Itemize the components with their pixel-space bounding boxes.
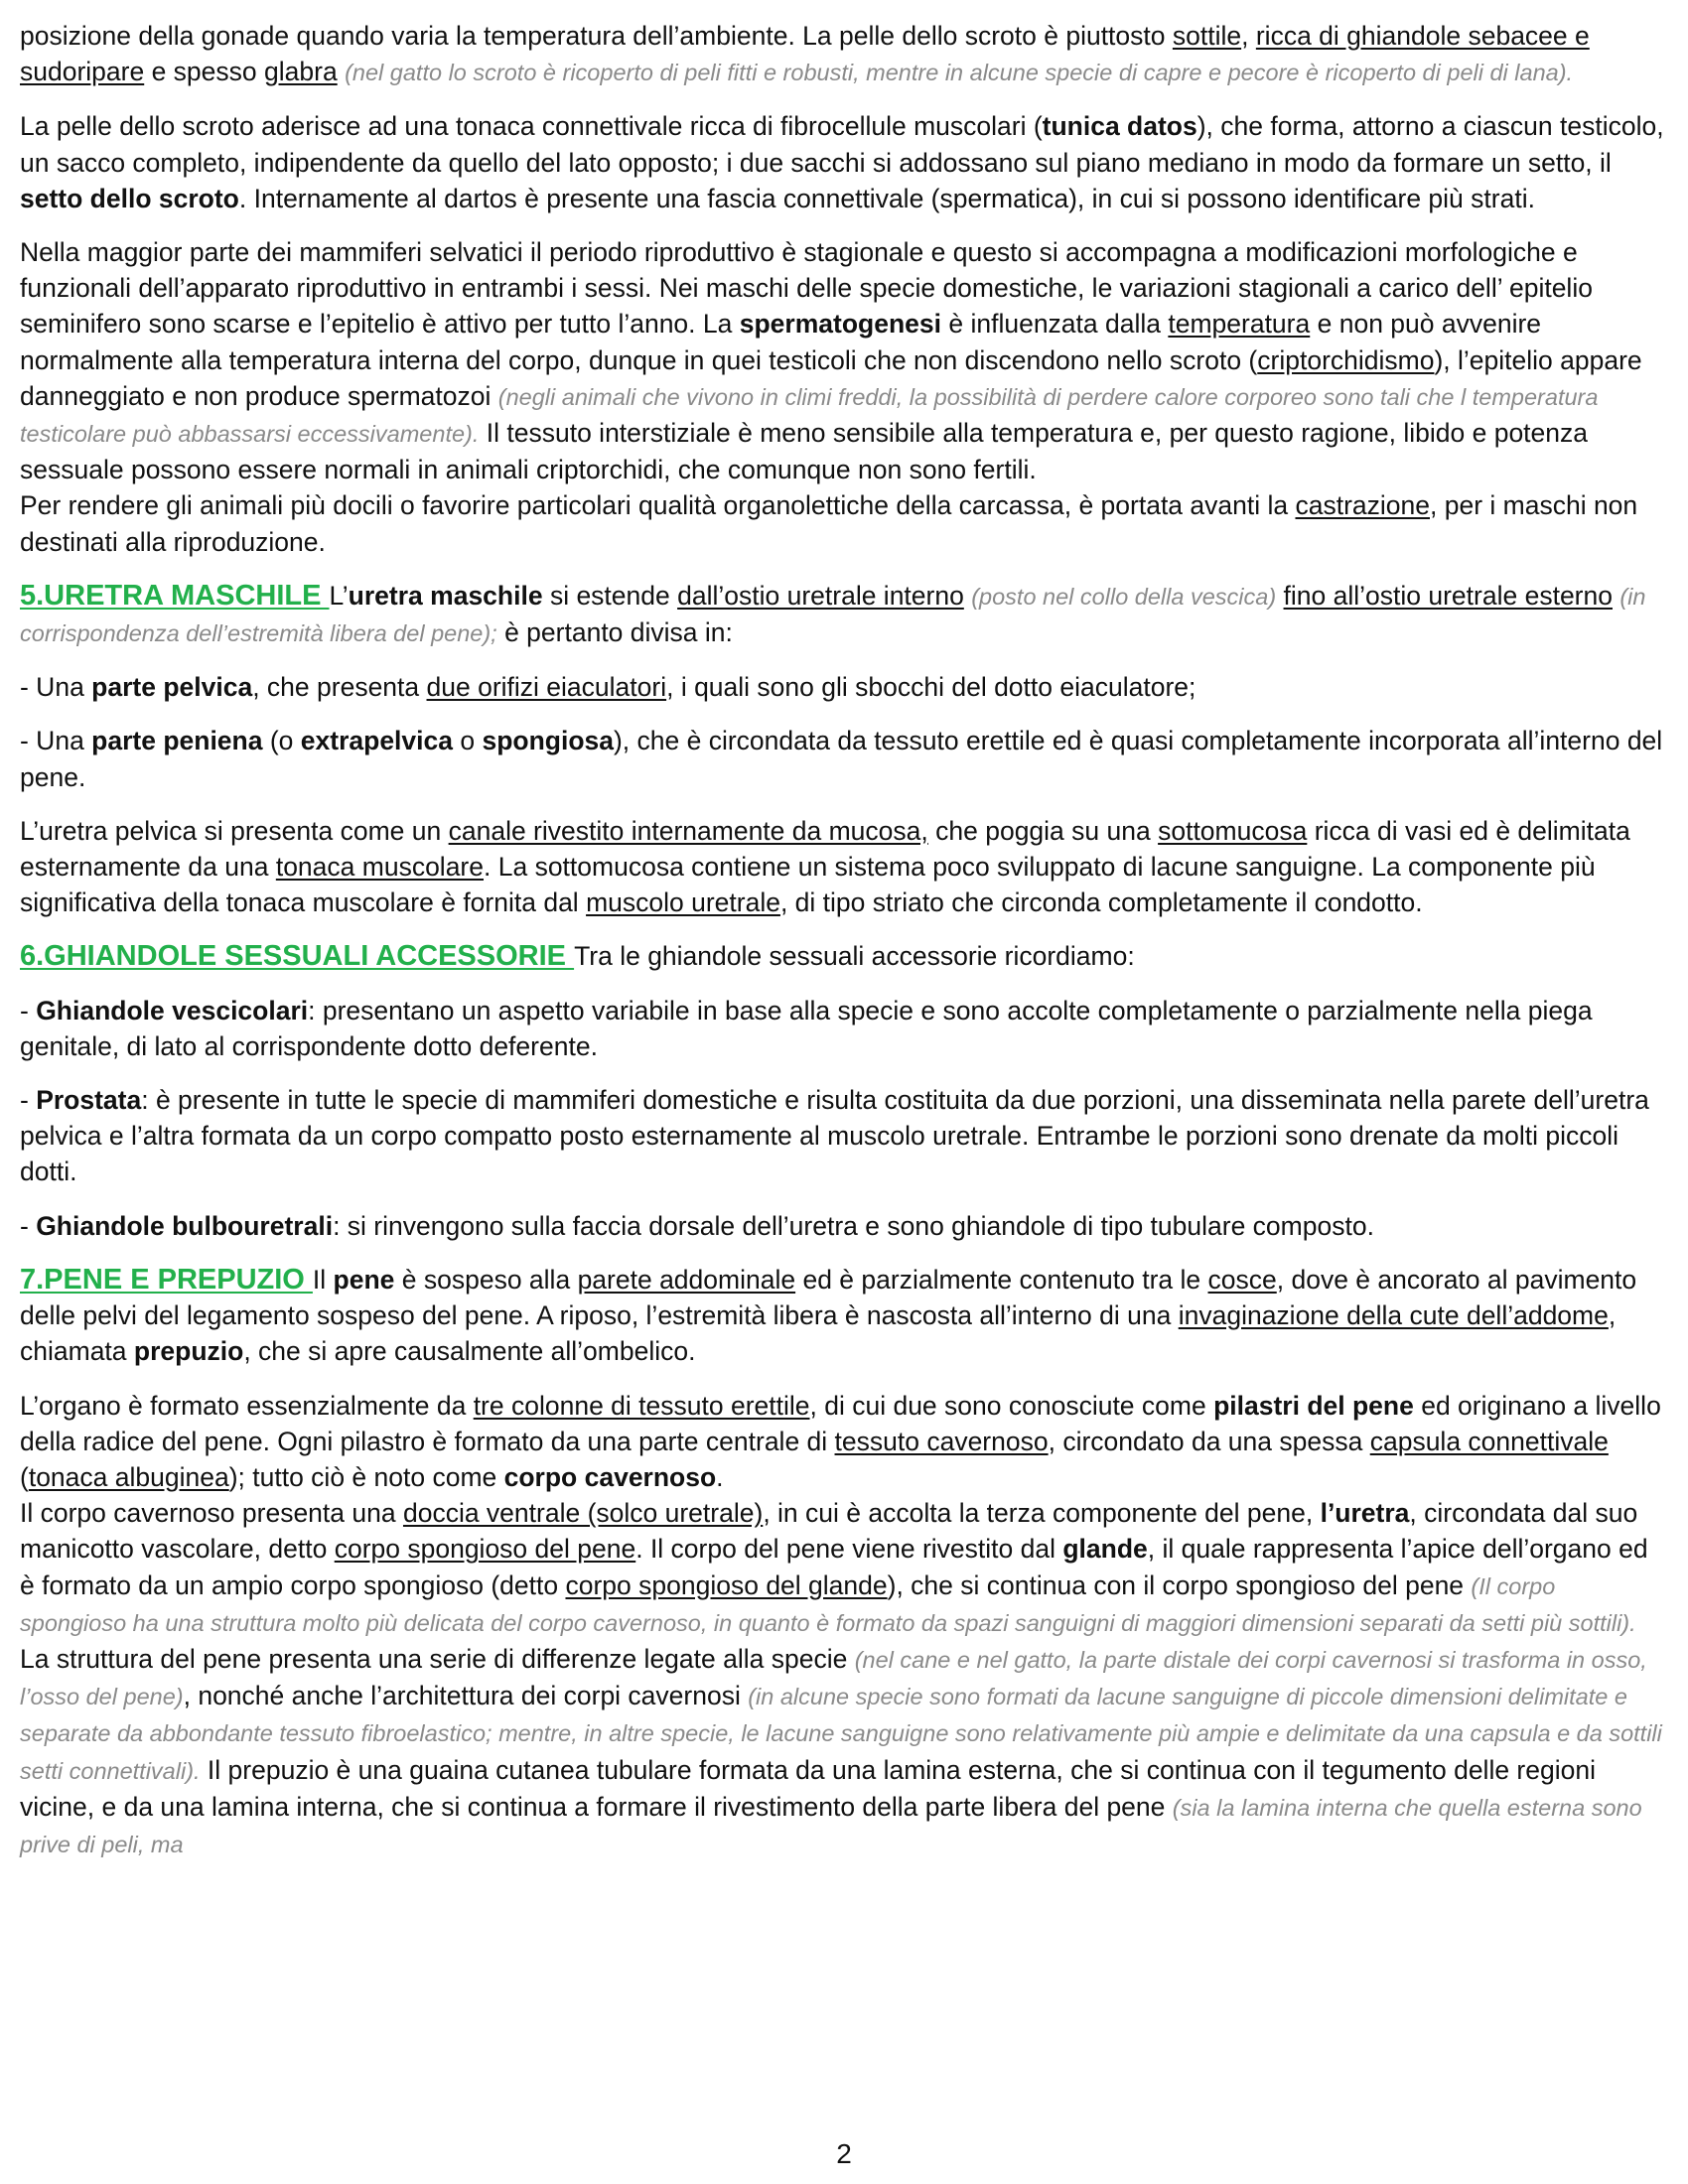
bold-term: glande [1062,1534,1148,1565]
text: Il corpo cavernoso presenta una [20,1498,403,1529]
underlined-term: sottomucosa [1158,815,1308,846]
text: ), che si continua con il corpo spongioso del pene [887,1570,1472,1600]
text: L’uretra pelvica si presenta come un [20,815,449,846]
section-7-penis-prepuce [20,1262,1664,1370]
underlined-term: invaginazione della cute dell’addome [1178,1300,1609,1331]
text: . Il corpo del pene viene rivestito dal [635,1534,1063,1565]
list-item-bulbourethral-glands [20,1208,1664,1244]
underlined-term: tonaca albuginea [28,1461,229,1492]
underlined-term: doccia ventrale (solco uretrale) [402,1498,764,1529]
underlined-term: parete addominale [577,1264,796,1295]
text: ed è parzialmente contenuto tra le [795,1264,1208,1295]
text: ), che forma, attorno a ciascun testicolo, un sacco completo, indipendente da quello del lato opposto; i due sacchi si addossano sul piano mediano in modo da formare un setto, il [20,111,1664,178]
bold-term: pene [333,1264,395,1295]
text: e spesso [144,57,265,87]
underlined-term: muscolo uretrale [586,887,780,918]
text: , che si apre causalmente all’ombelico. [243,1336,696,1367]
underlined-term: fino all’ostio uretrale esterno [1283,580,1613,611]
text: Il [312,1264,334,1295]
text: (o [262,726,301,756]
text: , il quale rappresenta l’apice dell’organo ed è formato da un ampio corpo spongioso (detto [20,1534,1648,1600]
underlined-term: corpo spongioso del glande [565,1570,888,1600]
underlined-term: capsula connettivale [1369,1426,1609,1456]
bold-term: Ghiandole bulbouretrali [36,1210,334,1241]
text: Il prepuzio è una guaina cutanea tubulare formata da una lamina esterna, che si continua con il tegumento delle regioni vicine, e da una lamina interna, che si continua a formare il rivestimento della parte libera del pene [20,1754,1596,1822]
side-note: (nel gatto lo scroto è ricoperto di peli fitti e robusti, mentre in alcune specie di capre e pecore è ricoperto di peli di lana). [345,60,1574,86]
text: : si rinvengono sulla faccia dorsale dell’uretra e sono ghiandole di tipo tubulare composto. [333,1210,1374,1241]
text: , circondato da una spessa [1048,1426,1370,1456]
side-note: (negli animali che vivono in climi freddi, la possibilità di perdere calore corporeo sono tali che l temperatura testicolare può abbassarsi eccessivamente). [20,383,1599,448]
bold-term: corpo cavernoso [503,1461,717,1492]
paragraph-erectile-tissue [20,1388,1664,1496]
bold-term: extrapelvica [300,726,453,756]
side-note: (posto nel collo della vescica) [971,583,1277,610]
text: , di tipo striato che circonda completamente il condotto. [779,887,1423,918]
bold-term: prepuzio [133,1336,244,1367]
list-item-penile-part [20,723,1664,794]
section-6-accessory-glands [20,938,1664,974]
bold-term: Ghiandole vescicolari [36,995,309,1025]
section-heading: 7.PENE E PREPUZIO [20,1263,313,1296]
paragraph-pelvic-urethra [20,813,1664,921]
section-heading: 5.URETRA MASCHILE [20,579,330,612]
text: - Una [20,672,92,703]
text: : presentano un aspetto variabile in base alla specie e sono accolte completamente o parzialmente nella piega genitale, di lato al corrispondente dotto deferente. [20,995,1593,1061]
text: . La sottomucosa contiene un sistema poco sviluppato di lacune sanguigne. La componente più significativa della tonaca muscolare è fornita dal [20,852,1596,918]
side-note: (Il corpo spongioso ha una struttura molto più delicata del corpo cavernoso, in quanto è formato da spazi sanguigni di maggiori dimensioni separati da setti più sottili). [20,1572,1636,1636]
text: , dove è ancorato al pavimento delle pelvi del legamento sospeso del pene. A riposo, l’estremità libera è nascosta all’interno di una [20,1264,1637,1331]
bold-term: parte peniena [91,726,263,756]
text: ), che è circondata da tessuto erettile ed è quasi completamente incorporata all’interno del pene. [20,726,1663,792]
text: , in cui è accolta la terza componente del pene, [763,1498,1321,1529]
text: , che presenta [252,672,427,703]
paragraph-species-differences [20,1641,1664,1862]
document-page [20,18,1664,1862]
text: o [453,726,483,756]
bold-term: spermatogenesi [739,309,941,340]
text: , chiamata [20,1300,1617,1367]
text: - [20,1085,37,1116]
side-note: (in corrispondenza dell’estremità libera del pene); [20,583,1646,647]
underlined-term: glabra [264,57,338,87]
text: , [1241,21,1256,51]
bold-term: tunica datos [1042,111,1197,142]
page-number: 2 [836,2138,852,2169]
paragraph-castration [20,487,1664,559]
text: ), l’epitelio appare danneggiato e non produce spermatozoi [20,344,1642,411]
list-item-vesicular-glands [20,993,1664,1064]
paragraph-tunica-dartos [20,108,1664,216]
underlined-term: criptorchidismo [1257,344,1435,375]
side-note: (nel cane e nel gatto, la parte distale dei corpi cavernosi si trasforma in osso, l’osso del pene) [20,1646,1647,1710]
text: e non può avvenire normalmente alla temperatura interna del corpo, dunque in quei testicoli che non discendono nello scroto ( [20,309,1542,375]
bold-term: uretra maschile [348,580,543,611]
underlined-term: canale rivestito internamente da mucosa, [448,815,928,846]
text: Tra le ghiandole sessuali accessorie ricordiamo: [574,941,1135,972]
text [338,57,345,86]
bold-term: pilastri del pene [1213,1390,1414,1421]
text: , nonché anche l’architettura dei corpi cavernosi [183,1681,749,1711]
underlined-term: cosce [1207,1264,1277,1295]
text: L’organo è formato essenzialmente da [20,1390,474,1421]
underlined-term: sottile [1172,21,1242,51]
side-note: (sia la lamina interna che quella esterna sono prive di peli, ma [20,1794,1642,1857]
section-5-urethra [20,578,1664,651]
text: - Una [20,726,92,756]
text: è sospeso alla [394,1264,578,1295]
underlined-term: dall’ostio uretrale interno [677,580,964,611]
text: ed originano a livello della radice del pene. Ogni pilastro è formato da una parte centrale di [20,1390,1661,1456]
section-heading: 6.GHIANDOLE SESSUALI ACCESSORIE [20,940,575,973]
list-item-pelvic-part [20,669,1664,705]
text: - [20,995,37,1025]
list-item-prostate [20,1082,1664,1190]
text: Il tessuto interstiziale è meno sensibile alla temperatura e, per questo ragione, libido e potenza sessuale possono essere normali in animali criptorchidi, che comunque non sono fertili. [20,418,1589,485]
text: ( [20,1461,29,1492]
underlined-term: temperatura [1168,309,1311,340]
text: La struttura del pene presenta una serie di differenze legate alla specie [20,1643,855,1674]
text: che poggia su una [927,815,1159,846]
underlined-term: due orifizi eiaculatori [426,672,667,703]
text: è influenzata dalla [941,309,1169,340]
text: , per i maschi non destinati alla riproduzione. [20,490,1638,557]
bold-term: spongiosa [482,726,614,756]
underlined-term: corpo spongioso del pene [334,1534,636,1565]
text: : è presente in tutte le specie di mammiferi domestiche e risulta costituita da due porzioni, una disseminata nella parete dell’uretra pelvica e l’altra formata da un corpo compatto posto esternamente al muscolo uretrale. Entrambe le porzioni sono drenate da molti piccoli dotti. [20,1085,1649,1187]
text: Nella maggior parte dei mammiferi selvatici il periodo riproduttivo è stagionale e questo si accompagna a modificazioni morfologiche e funzionali dell’apparato riproduttivo in entrambi i sessi. Nei maschi delle specie domestiche, le variazioni stagionali a carico dell’ epitelio seminifero sono scarse e l’epitelio è attivo per tutto l’anno. La [20,237,1593,340]
bold-term: Prostata [36,1085,142,1116]
paragraph-corpus-cavernosum [20,1495,1664,1641]
text: ricca di vasi ed è delimitata esternamente da una [20,815,1630,883]
text: - [20,1210,37,1241]
text: , i quali sono gli sbocchi del dotto eiaculatore; [666,672,1196,703]
text: , circondata dal suo manicotto vascolare, detto [20,1498,1638,1565]
underlined-term: tessuto cavernoso [834,1426,1049,1456]
paragraph-spermatogenesis [20,234,1664,487]
underlined-term: ricca di ghiandole sebacee e sudoripare [20,21,1590,87]
text: . Internamente al dartos è presente una fascia connettivale (spermatica), in cui si possono identificare più strati. [238,183,1535,213]
underlined-term: tonaca muscolare [275,852,484,883]
text: posizione della gonade quando varia la temperatura dell’ambiente. La pelle dello scroto è piuttosto [20,21,1173,51]
text: ); tutto ciò è noto come [228,1461,504,1492]
underlined-term: tre colonne di tessuto erettile [473,1390,810,1421]
paragraph-scrotum-skin [20,18,1664,90]
underlined-term: castrazione [1295,490,1430,521]
text: , di cui due sono conosciute come [809,1390,1214,1421]
side-note: (in alcune specie sono formati da lacune sanguigne di piccole dimensioni delimitate e separate da abbondante tessuto fibroelastico; mentre, in altre specie, le lacune sanguigne sono relativamente più ampie e delimitate da una capsula e da sottili setti connettivali). [20,1684,1662,1784]
bold-term: l’uretra [1320,1498,1410,1529]
bold-term: setto dello scroto [20,183,239,213]
text: è pertanto divisa in: [496,617,733,648]
text: La pelle dello scroto aderisce ad una tonaca connettivale ricca di fibrocellule muscolari ( [20,111,1043,142]
text: Per rendere gli animali più docili o favorire particolari qualità organolettiche della carcassa, è portata avanti la [20,490,1296,521]
text: si estende [542,580,678,611]
text: L’ [329,580,349,611]
bold-term: parte pelvica [91,672,253,703]
text: . [716,1461,724,1492]
text [1276,581,1283,611]
